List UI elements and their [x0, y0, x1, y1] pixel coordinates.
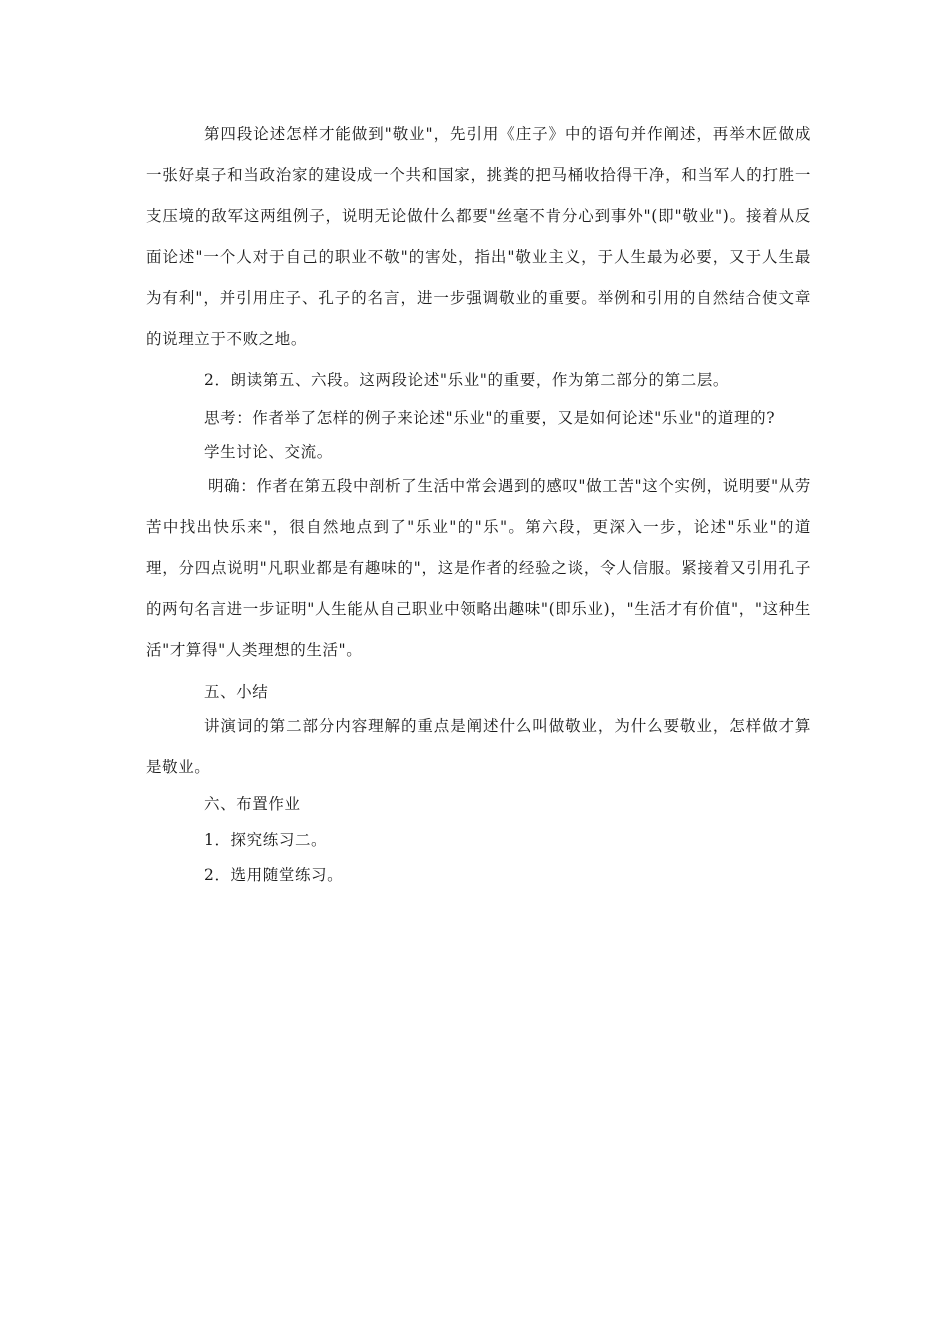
- homework-item-1: 1．探究练习二。: [204, 831, 328, 849]
- paragraph-section-four-analysis: 第四段论述怎样才能做到"敬业"，先引用《庄子》中的语句并作阐述，再举木匠做成一张好桌子和当政治家的建设成一个共和国家，挑粪的把马桶收拾得干净，和当军人的打胜一支压境的敌军这两组例子，说明无论做什么都要"丝毫不肯分心到事外"(即"敬业")。接着从反面论述"一个人对于自己的职业不敬"的害处，指出"敬业主义，于人生最为必要，又于人生最为有利"，并引用庄子、孔子的名言，进一步强调敬业的重要。举例和引用的自然结合使文章的说理立于不败之地。: [146, 125, 811, 348]
- heading-homework: 六、布置作业: [204, 795, 301, 813]
- paragraph-read-sections-five-six: 2．朗读第五、六段。这两段论述"乐业"的重要，作为第二部分的第二层。: [204, 371, 730, 389]
- paragraph-summary: 讲演词的第二部分内容理解的重点是阐述什么叫做敬业，为什么要敬业，怎样做才算是敬业。: [146, 717, 811, 776]
- homework-item-2: 2．选用随堂练习。: [204, 866, 344, 884]
- paragraph-student-discussion: 学生讨论、交流。: [204, 443, 333, 461]
- paragraph-clarification: 明确：作者在第五段中剖析了生活中常会遇到的感叹"做工苦"这个实例，说明要"从劳苦中找出快乐来"，很自然地点到了"乐业"的"乐"。第六段，更深入一步，论述"乐业"的道理，分四点说明"凡职业都是有趣味的"，这是作者的经验之谈，令人信服。紧接着又引用孔子的两句名言进一步证明"人生能从自己职业中领略出趣味"(即乐业)，"生活才有价值"，"这种生活"才算得"人类理想的生活"。: [146, 477, 811, 659]
- heading-summary: 五、小结: [204, 683, 269, 701]
- paragraph-think-question: 思考：作者举了怎样的例子来论述"乐业"的重要，又是如何论述"乐业"的道理的?: [204, 409, 776, 427]
